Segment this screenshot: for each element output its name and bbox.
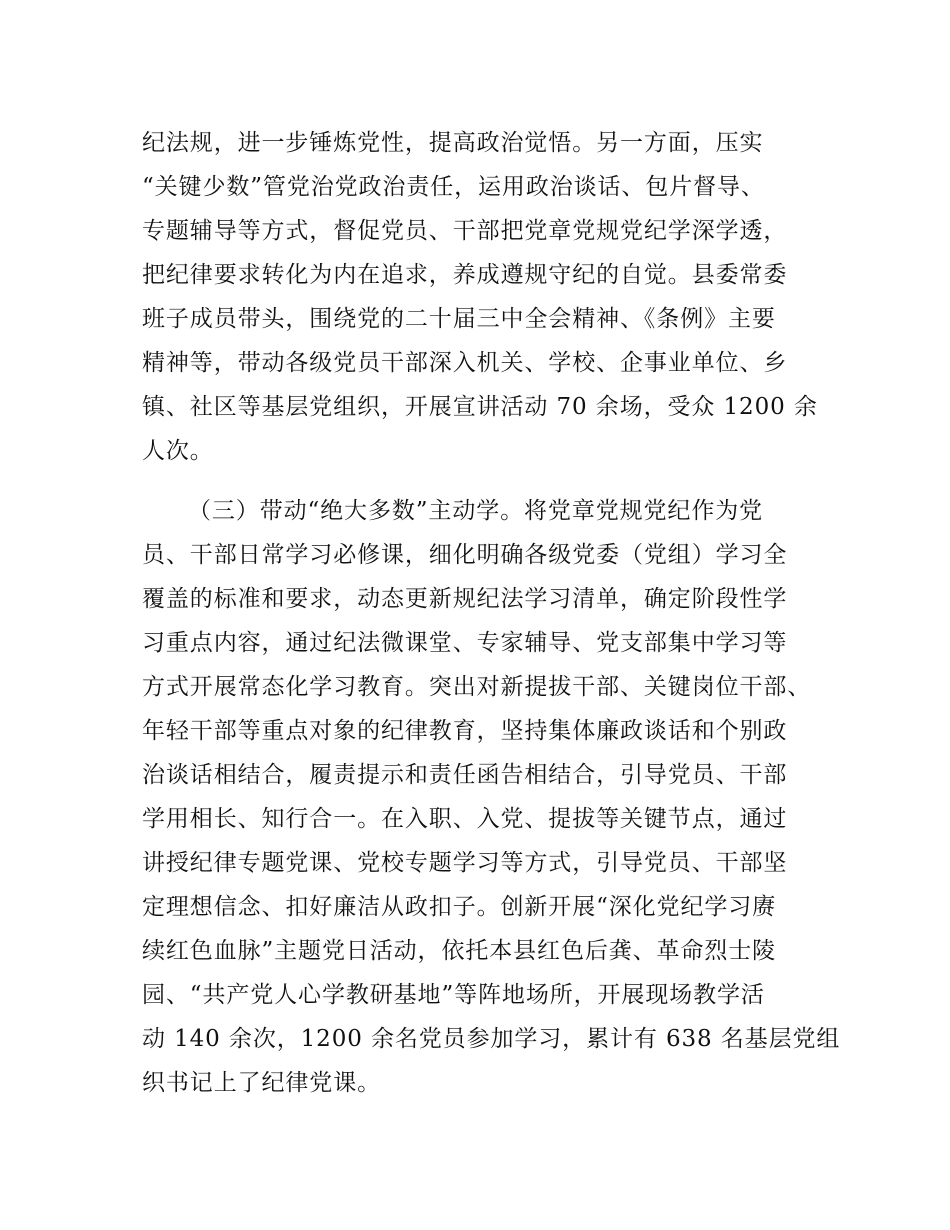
text-line: 年轻干部等重点对象的纪律教育，坚持集体廉政谈话和个别政 <box>142 718 788 744</box>
text-line: 员、干部日常学习必修课，细化明确各级党委（党组）学习全 <box>142 542 788 568</box>
text-line: 专题辅导等方式，督促党员、干部把党章党规党纪学深学透， <box>142 218 788 244</box>
paragraph-gap <box>142 473 832 489</box>
body-text <box>142 121 841 1105</box>
text-line: 讲授纪律专题党课、党校专题学习等方式，引导党员、干部坚 <box>142 850 788 876</box>
text-line: 班子成员带头，围绕党的二十届三中全会精神、《条例》主要 <box>142 306 776 332</box>
text-line: “关键少数”管党治党政治责任，运用政治谈话、包片督导、 <box>142 174 765 200</box>
text-line: 治谈话相结合，履责提示和责任函告相结合，引导党员、干部 <box>142 762 788 788</box>
text-line: 把纪律要求转化为内在追求，养成遵规守纪的自觉。县委常委 <box>142 262 788 288</box>
paragraph-1 <box>142 121 832 473</box>
text-line: 精神等，带动各级党员干部深入机关、学校、企事业单位、乡 <box>142 350 788 376</box>
text-line: 人次。 <box>142 438 214 464</box>
text-line: 学用相长、知行合一。在入职、入党、提拔等关键节点，通过 <box>142 806 788 832</box>
text-line: （三）带动“绝大多数”主动学。将党章党规党纪作为党 <box>188 498 764 524</box>
text-line: 园、“共产党人心学教研基地”等阵地场所，开展现场教学活 <box>142 982 765 1008</box>
text-line: 纪法规，进一步锤炼党性，提高政治觉悟。另一方面，压实 <box>142 130 764 156</box>
text-line: 方式开展常态化学习教育。突出对新提拔干部、关键岗位干部、 <box>142 674 812 700</box>
text-line: 续红色血脉”主题党日活动，依托本县红色后龚、革命烈士陵 <box>142 938 777 964</box>
text-line: 镇、社区等基层党组织，开展宣讲活动 70 余场，受众 1200 余 <box>142 394 818 420</box>
text-line: 定理想信念、扣好廉洁从政扣子。创新开展“深化党纪学习赓 <box>142 894 777 920</box>
text-line: 动 140 余次，1200 余名党员参加学习，累计有 638 名基层党组 <box>142 1026 841 1052</box>
text-line: 习重点内容，通过纪法微课堂、专家辅导、党支部集中学习等 <box>142 630 788 656</box>
paragraph-2 <box>142 489 841 1105</box>
text-line: 织书记上了纪律党课。 <box>142 1070 381 1096</box>
text-line: 覆盖的标准和要求，动态更新规纪法学习清单，确定阶段性学 <box>142 586 788 612</box>
